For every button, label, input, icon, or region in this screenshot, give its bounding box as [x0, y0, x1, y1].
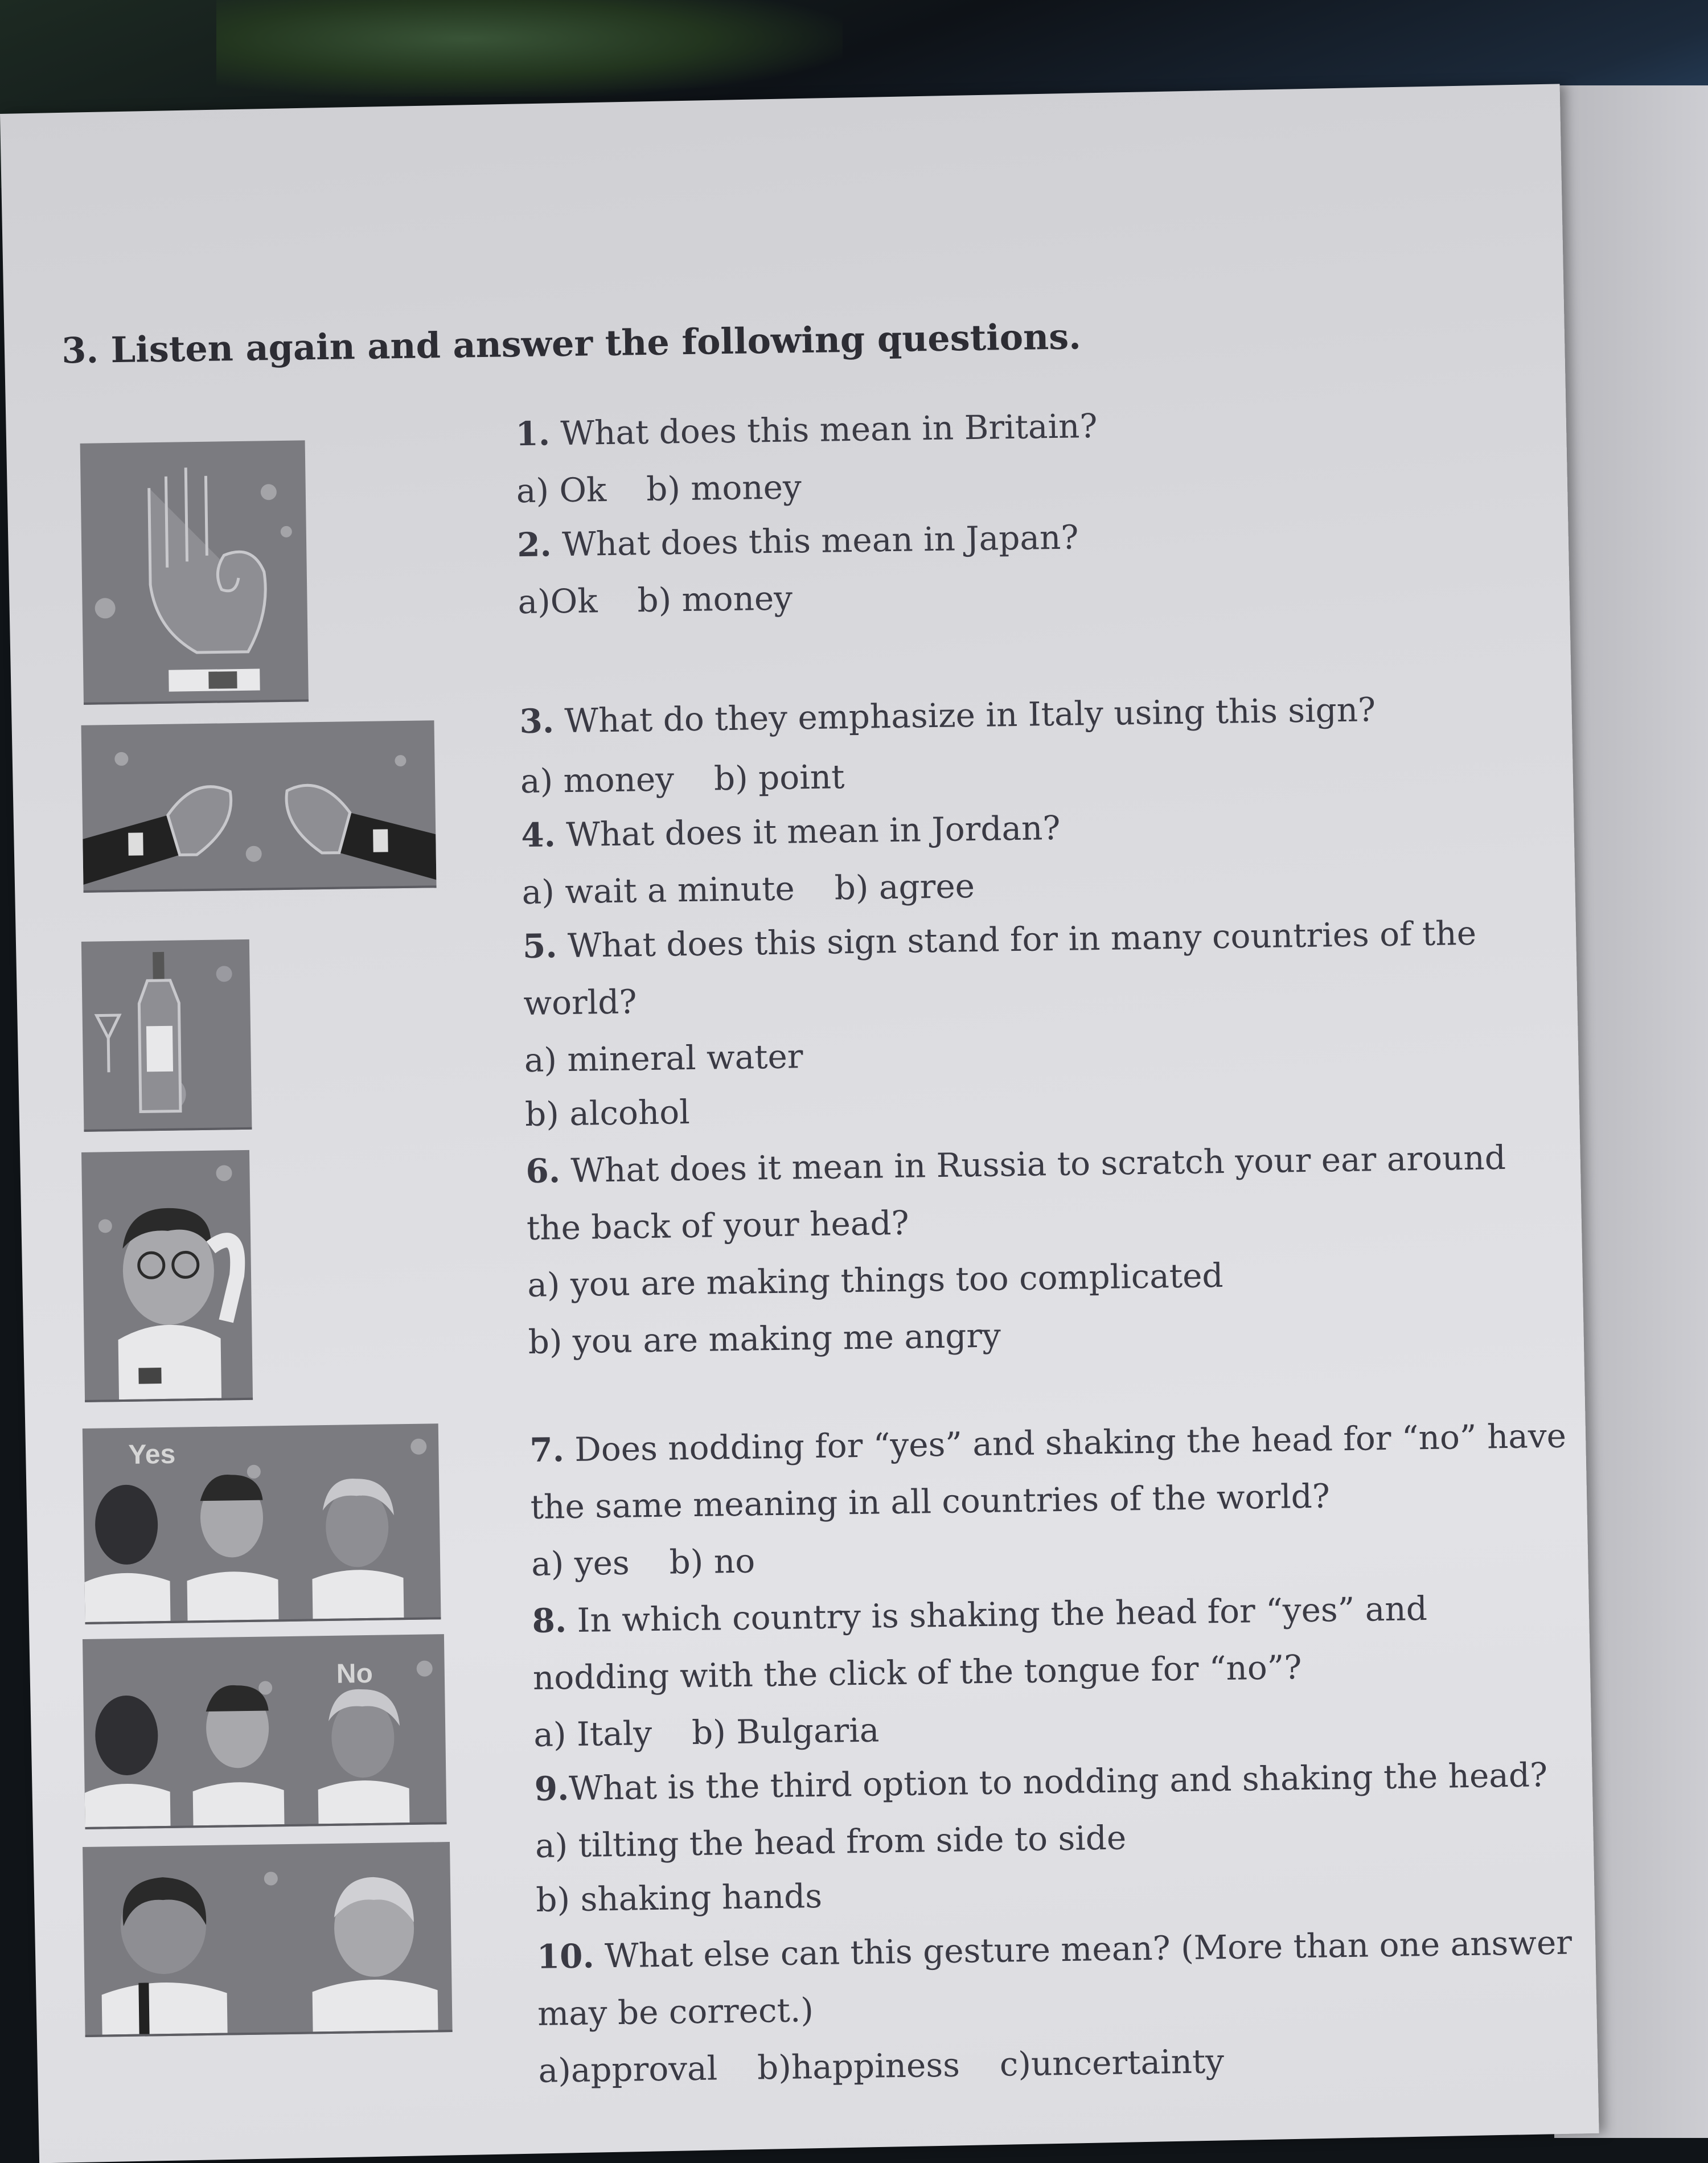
- question-text: What is the third option to nodding and shaking the head?: [568, 1755, 1548, 1808]
- head-tilting-illustration: [83, 1842, 453, 2037]
- option-b: b) money: [637, 578, 793, 620]
- question-3-options: [520, 757, 844, 802]
- shaking-no-illustration: [83, 1634, 447, 1829]
- question-8-line-2: nodding with the click of the tongue for “no”?: [532, 1648, 1302, 1697]
- option-c: c)uncertainty: [999, 2042, 1225, 2084]
- question-text: What else can this gesture mean? (More than one answer: [604, 1923, 1572, 1976]
- question-text: What does this sign stand for in many countries of the: [567, 913, 1477, 966]
- question-number: 7.: [529, 1430, 565, 1470]
- question-6-option-a: a) you are making things too complicated: [527, 1255, 1223, 1305]
- question-1: [515, 407, 1098, 454]
- question-5-option-a: a) mineral water: [524, 1037, 803, 1080]
- question-9-option-a: a) tilting the head from side to side: [535, 1818, 1127, 1865]
- question-9-option-b: b) shaking hands: [535, 1876, 823, 1919]
- option-b: b) point: [713, 757, 845, 798]
- question-2: [517, 518, 1079, 565]
- option-b: b)happiness: [757, 2045, 960, 2087]
- option-b: b) agree: [834, 867, 975, 908]
- question-number: 9.: [534, 1769, 569, 1808]
- question-number: 10.: [536, 1936, 595, 1976]
- question-7: [529, 1417, 1567, 1471]
- question-5-option-b: b) alcohol: [524, 1093, 691, 1134]
- question-text: What do they emphasize in Italy using this sign?: [564, 690, 1376, 741]
- option-a: a)approval: [538, 2049, 718, 2090]
- question-10-options: [538, 2042, 1224, 2091]
- question-text: What does it mean in Russia to scratch your ear around: [570, 1138, 1506, 1190]
- question-number: 6.: [525, 1151, 561, 1191]
- option-a: a) wait a minute: [522, 869, 795, 912]
- question-4-options: [522, 867, 975, 913]
- question-10: [536, 1923, 1572, 1977]
- question-text: What does this mean in Britain?: [560, 406, 1098, 453]
- question-7-options: [531, 1542, 756, 1585]
- question-6: [525, 1138, 1506, 1192]
- question-8-options: [533, 1711, 880, 1755]
- question-number: 1.: [515, 414, 551, 454]
- question-number: 2.: [516, 525, 552, 565]
- nodding-yes-illustration: [83, 1423, 441, 1624]
- option-b: b) no: [669, 1541, 756, 1582]
- option-a: a) Italy: [533, 1714, 652, 1754]
- question-5-line-2: world?: [523, 982, 637, 1023]
- question-9: [534, 1755, 1547, 1809]
- question-text: What does this mean in Japan?: [561, 518, 1079, 564]
- question-10-line-2: may be correct.): [537, 1990, 814, 2033]
- question-6-line-2: the back of your head?: [526, 1203, 910, 1248]
- question-6-option-b: b) you are making me angry: [528, 1316, 1001, 1362]
- question-4: [521, 808, 1061, 856]
- exercise-heading: 3. Listen again and answer the following questions.: [61, 315, 1082, 372]
- question-3: [519, 690, 1376, 742]
- question-8: [532, 1589, 1427, 1641]
- pinched-fingers-illustration: [81, 720, 437, 893]
- question-5: [523, 914, 1477, 967]
- option-a: a) Ok: [516, 470, 607, 511]
- question-text: Does nodding for “yes” and shaking the head for “no” have: [574, 1416, 1567, 1469]
- option-b: b) money: [646, 467, 802, 508]
- no-label: No: [336, 1658, 373, 1689]
- question-number: 8.: [532, 1601, 567, 1640]
- question-2-options: [518, 578, 793, 622]
- option-a: a) yes: [531, 1543, 630, 1584]
- question-number: 4.: [520, 815, 556, 855]
- option-b: b) Bulgaria: [691, 1710, 880, 1752]
- question-1-options: [516, 467, 802, 511]
- yes-label: Yes: [128, 1439, 176, 1470]
- question-text: In which country is shaking the head for “yes” and: [577, 1589, 1428, 1640]
- question-number: 5.: [522, 926, 558, 966]
- bottle-glass-illustration: [81, 939, 252, 1132]
- question-7-line-2: the same meaning in all countries of the world?: [530, 1476, 1331, 1527]
- question-number: 3.: [519, 701, 555, 741]
- question-text: What does it mean in Jordan?: [565, 808, 1061, 855]
- option-a: a) money: [520, 760, 675, 801]
- ok-hand-illustration: [80, 440, 309, 704]
- man-scratching-head-illustration: [81, 1150, 253, 1402]
- option-a: a)Ok: [518, 581, 598, 622]
